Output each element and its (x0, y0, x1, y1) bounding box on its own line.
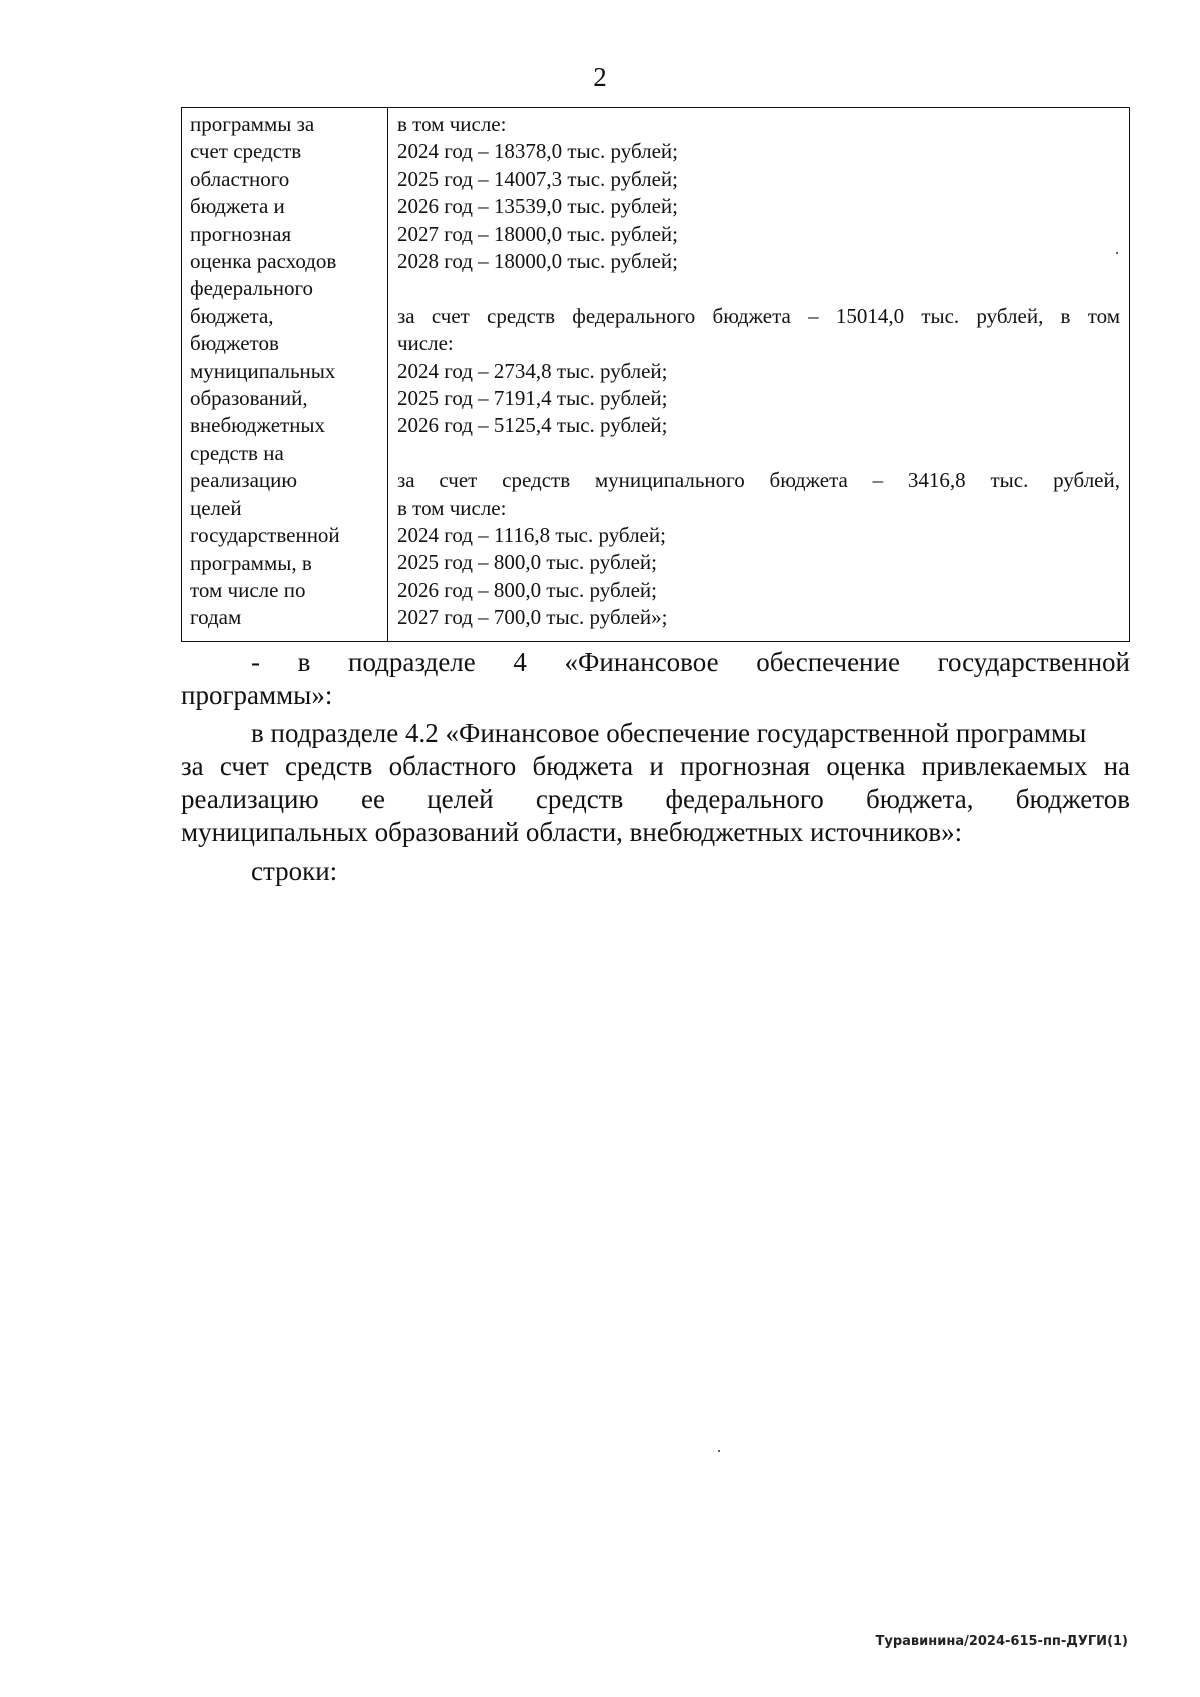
municipal-total-line: за счет средств муниципального бюджета – 3416,8 тыс. рублей, (397, 468, 1120, 493)
year-amount-line: 2028 год – 18000,0 тыс. рублей; (397, 249, 679, 274)
year-amount-line: 2026 год – 800,0 тыс. рублей; (397, 577, 658, 602)
header-line: целей (190, 495, 242, 520)
header-line: государственной (190, 523, 340, 548)
header-line: бюджета, (190, 303, 274, 328)
spacer (397, 440, 1120, 467)
table-value-cell (388, 108, 1129, 641)
header-line: бюджета и (190, 194, 285, 219)
paragraph-subsection-4 (181, 646, 1130, 712)
paragraph-rows: строки: (251, 856, 338, 886)
paragraph-line: в подразделе 4.2 «Финансовое обеспечение государственной программы (251, 718, 1087, 748)
paragraph-line: за счет средств областного бюджета и прогнозная оценка привлекаемых на (181, 751, 1130, 781)
header-line: бюджетов (190, 331, 279, 356)
header-line: федерального (190, 276, 314, 301)
document-code: Туравинина/2024-615-пп-ДУГИ(1) (875, 1634, 1128, 1649)
header-line: оценка расходов (190, 249, 337, 274)
header-line: реализацию (190, 468, 298, 493)
year-amount-line: 2027 год – 18000,0 тыс. рублей; (397, 221, 679, 246)
regional-budget-block (397, 111, 1120, 275)
year-amount-line: 2025 год – 7191,4 тыс. рублей; (397, 386, 668, 411)
header-line: годам (190, 605, 242, 630)
header-line: прогнозная (190, 221, 292, 246)
paragraph-subsection-4-2 (181, 717, 1130, 849)
year-amount-line: 2024 год – 18378,0 тыс. рублей; (397, 139, 679, 164)
year-amount-line: 2025 год – 14007,3 тыс. рублей; (397, 166, 679, 191)
year-amount-line: 2027 год – 700,0 тыс. рублей»; (397, 605, 668, 630)
header-line: средств на (190, 440, 284, 465)
paragraph-line: муниципальных образований области, внебюджетных источников»: (181, 817, 963, 847)
year-amount-line: 2024 год – 1116,8 тыс. рублей; (397, 523, 666, 548)
header-line: том числе по (190, 577, 306, 602)
header-line: программы, в (190, 550, 312, 575)
scan-speck (1116, 252, 1118, 254)
paragraph-line: - в подразделе 4 «Финансовое обеспечение государственной (251, 647, 1130, 677)
federal-total-line: за счет средств федерального бюджета – 15014,0 тыс. рублей, в том (397, 303, 1120, 328)
header-line: образований, (190, 386, 308, 411)
header-line: счет средств (190, 139, 302, 164)
federal-total-line-cont: числе: (397, 331, 454, 356)
header-line: муниципальных (190, 358, 336, 383)
page-number: 2 (593, 62, 607, 92)
budget-table (181, 107, 1130, 642)
header-line: программы за (190, 112, 315, 136)
year-amount-line: 2025 год – 800,0 тыс. рублей; (397, 550, 658, 575)
header-line: областного (190, 166, 290, 191)
header-line: внебюджетных (190, 413, 326, 438)
spacer (397, 275, 1120, 302)
table-row-header-cell (182, 108, 388, 641)
paragraph-line: реализацию ее целей средств федерального бюджета, бюджетов (181, 784, 1130, 814)
municipal-budget-block (397, 467, 1120, 631)
federal-budget-block (397, 303, 1120, 440)
year-amount-line: 2026 год – 13539,0 тыс. рублей; (397, 194, 679, 219)
year-amount-line: 2026 год – 5125,4 тыс. рублей; (397, 413, 668, 438)
year-amount-line: 2024 год – 2734,8 тыс. рублей; (397, 358, 668, 383)
regional-intro: в том числе: (397, 112, 507, 136)
scan-speck (718, 1450, 720, 1452)
municipal-total-line-cont: в том числе: (397, 495, 507, 520)
paragraph-line: программы»: (181, 680, 333, 710)
